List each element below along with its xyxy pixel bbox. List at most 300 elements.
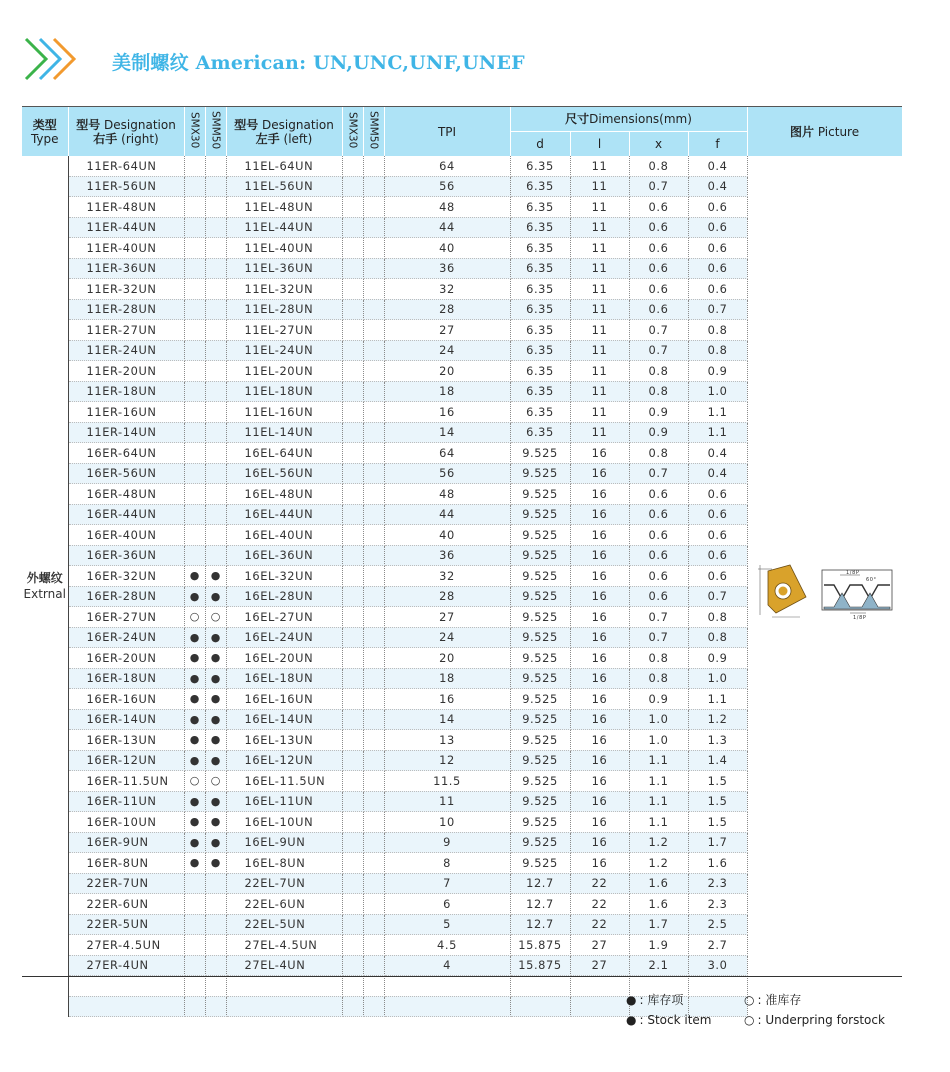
- cell-designation-left: 11EL-36UN: [226, 258, 342, 279]
- cell-d: 9.525: [510, 627, 570, 648]
- cell-smx30-right: ●: [184, 750, 205, 771]
- cell-tpi: 64: [384, 443, 510, 464]
- cell-designation-left: 16EL-14UN: [226, 709, 342, 730]
- cell-l: 16: [570, 586, 629, 607]
- cell-l: 27: [570, 955, 629, 976]
- cell-f: 1.4: [688, 750, 747, 771]
- cell-designation-right: [68, 976, 184, 997]
- cell-f: 3.0: [688, 955, 747, 976]
- cell-d: 12.7: [510, 914, 570, 935]
- cell-l: 16: [570, 545, 629, 566]
- header-right-en: (right): [121, 131, 159, 146]
- cell-smm50-right: [205, 340, 226, 361]
- cell-tpi: [384, 976, 510, 997]
- cell-tpi: 11.5: [384, 771, 510, 792]
- header-d: d: [510, 131, 570, 156]
- cell-smm50-right: [205, 217, 226, 238]
- cell-designation-left: 16EL-12UN: [226, 750, 342, 771]
- cell-designation-right: 16ER-56UN: [68, 463, 184, 484]
- cell-designation-left: 11EL-20UN: [226, 361, 342, 382]
- cell-d: 9.525: [510, 709, 570, 730]
- cell-designation-left: 11EL-14UN: [226, 422, 342, 443]
- cell-x: 0.8: [629, 381, 688, 402]
- cell-l: 11: [570, 299, 629, 320]
- cell-l: 16: [570, 648, 629, 669]
- cell-l: 16: [570, 443, 629, 464]
- cell-smx30-left: [342, 361, 363, 382]
- cell-x: 0.8: [629, 443, 688, 464]
- cell-designation-right: 16ER-64UN: [68, 443, 184, 464]
- cell-designation-left: 11EL-48UN: [226, 197, 342, 218]
- cell-smm50-right: ●: [205, 730, 226, 751]
- cell-l: 16: [570, 689, 629, 710]
- cell-smx30-right: ○: [184, 607, 205, 628]
- header-designation-en: Designation: [104, 117, 176, 132]
- cell-smm50-right: [205, 935, 226, 956]
- cell-l: 16: [570, 463, 629, 484]
- picture-cell: [747, 156, 902, 1017]
- header-smm50-left: [363, 107, 384, 156]
- cell-designation-right: 16ER-40UN: [68, 525, 184, 546]
- cell-smm50-left: [363, 463, 384, 484]
- cell-smx30-right: [184, 197, 205, 218]
- cell-designation-right: 16ER-44UN: [68, 504, 184, 525]
- cell-designation-left: 16EL-44UN: [226, 504, 342, 525]
- cell-smm50-left: [363, 996, 384, 1017]
- cell-smx30-left: [342, 279, 363, 300]
- cell-smm50-left: [363, 504, 384, 525]
- cell-smx30-right: [184, 217, 205, 238]
- cell-tpi: 8: [384, 853, 510, 874]
- cell-smm50-left: [363, 668, 384, 689]
- cell-smm50-right: [205, 914, 226, 935]
- cell-designation-left: 16EL-10UN: [226, 812, 342, 833]
- cell-x: 0.6: [629, 279, 688, 300]
- cell-smm50-left: [363, 258, 384, 279]
- cell-f: 2.3: [688, 894, 747, 915]
- cell-smm50-right: [205, 545, 226, 566]
- cell-designation-right: 11ER-36UN: [68, 258, 184, 279]
- cell-smx30-left: [342, 648, 363, 669]
- cell-smm50-left: [363, 238, 384, 259]
- cell-x: 1.6: [629, 873, 688, 894]
- cell-smx30-right: [184, 525, 205, 546]
- table-bottom-rule: [22, 976, 902, 977]
- cell-d: 9.525: [510, 443, 570, 464]
- cell-x: 0.7: [629, 463, 688, 484]
- cell-smx30-right: [184, 402, 205, 423]
- cell-smm50-right: [205, 258, 226, 279]
- cell-smm50-left: [363, 627, 384, 648]
- header-smm50-label-2: SMM50: [367, 110, 380, 150]
- cell-l: 22: [570, 894, 629, 915]
- cell-tpi: 18: [384, 381, 510, 402]
- cell-x: 1.0: [629, 709, 688, 730]
- cell-smm50-right: ○: [205, 771, 226, 792]
- cell-designation-right: 16ER-8UN: [68, 853, 184, 874]
- cell-f: 1.5: [688, 812, 747, 833]
- cell-smm50-right: ●: [205, 832, 226, 853]
- cell-designation-right: 16ER-16UN: [68, 689, 184, 710]
- cell-designation-left: 11EL-64UN: [226, 156, 342, 176]
- cell-x: 1.1: [629, 812, 688, 833]
- cell-smx30-right: [184, 340, 205, 361]
- cell-tpi: 13: [384, 730, 510, 751]
- cell-smx30-left: [342, 627, 363, 648]
- cell-l: 11: [570, 238, 629, 259]
- cell-d: 9.525: [510, 668, 570, 689]
- cell-d: 9.525: [510, 484, 570, 505]
- cell-designation-left: 16EL-40UN: [226, 525, 342, 546]
- cell-smm50-left: [363, 914, 384, 935]
- cell-designation-left: 16EL-28UN: [226, 586, 342, 607]
- thread-profile-drawing: [822, 570, 892, 613]
- cell-smx30-right: ●: [184, 648, 205, 669]
- cell-designation-left: 16EL-13UN: [226, 730, 342, 751]
- cell-d: 6.35: [510, 197, 570, 218]
- cell-smx30-left: [342, 791, 363, 812]
- legend-stock-symbol-2: ●: [626, 1013, 637, 1027]
- cell-designation-right: 22ER-5UN: [68, 914, 184, 935]
- cell-tpi: 28: [384, 299, 510, 320]
- cell-smx30-right: ●: [184, 832, 205, 853]
- cell-designation-left: 16EL-11UN: [226, 791, 342, 812]
- cell-smx30-right: [184, 299, 205, 320]
- cell-smm50-left: [363, 689, 384, 710]
- cell-designation-right: 16ER-28UN: [68, 586, 184, 607]
- cell-smx30-left: [342, 832, 363, 853]
- cell-smm50-right: ●: [205, 668, 226, 689]
- cell-smm50-right: ●: [205, 812, 226, 833]
- cell-f: 0.4: [688, 463, 747, 484]
- cell-l: [570, 976, 629, 997]
- cell-smx30-right: ●: [184, 812, 205, 833]
- cell-l: 16: [570, 730, 629, 751]
- cell-smm50-right: [205, 361, 226, 382]
- cell-d: 6.35: [510, 279, 570, 300]
- cell-smx30-left: [342, 894, 363, 915]
- cell-d: 9.525: [510, 689, 570, 710]
- cell-f: 0.6: [688, 238, 747, 259]
- cell-designation-left: 16EL-48UN: [226, 484, 342, 505]
- cell-smx30-left: [342, 402, 363, 423]
- cell-smm50-left: [363, 156, 384, 176]
- cell-x: 0.6: [629, 545, 688, 566]
- type-cn: 外螺纹: [26, 571, 63, 586]
- cell-smm50-right: [205, 873, 226, 894]
- cell-l: 16: [570, 812, 629, 833]
- cell-f: 1.3: [688, 730, 747, 751]
- cell-f: 2.3: [688, 873, 747, 894]
- cell-x: 0.8: [629, 361, 688, 382]
- cell-smm50-right: [205, 279, 226, 300]
- cell-designation-right: 11ER-14UN: [68, 422, 184, 443]
- cell-x: 0.6: [629, 197, 688, 218]
- cell-d: 6.35: [510, 156, 570, 176]
- legend-stock-cn: 库存项: [647, 993, 684, 1007]
- cell-l: 11: [570, 320, 629, 341]
- cell-smm50-left: [363, 566, 384, 587]
- header-type: [22, 107, 68, 156]
- cell-designation-right: 11ER-27UN: [68, 320, 184, 341]
- cell-f: 0.4: [688, 443, 747, 464]
- thread-insert-diagram-icon: [750, 545, 900, 625]
- insert-drawing: [758, 565, 806, 617]
- cell-smm50-right: [205, 402, 226, 423]
- cell-x: 1.6: [629, 894, 688, 915]
- cell-designation-left: 16EL-18UN: [226, 668, 342, 689]
- cell-tpi: 64: [384, 156, 510, 176]
- cell-designation-right: 11ER-16UN: [68, 402, 184, 423]
- cell-smx30-right: ●: [184, 791, 205, 812]
- cell-smx30-right: [184, 484, 205, 505]
- cell-designation-right: 16ER-9UN: [68, 832, 184, 853]
- cell-designation-left: 16EL-20UN: [226, 648, 342, 669]
- header-designation-cn-2: 型号: [234, 117, 259, 132]
- cell-smm50-left: [363, 709, 384, 730]
- cell-smx30-right: ●: [184, 586, 205, 607]
- cell-designation-left: 11EL-40UN: [226, 238, 342, 259]
- cell-smm50-right: [205, 320, 226, 341]
- cell-smm50-left: [363, 299, 384, 320]
- cell-f: 0.7: [688, 586, 747, 607]
- cell-smm50-right: [205, 504, 226, 525]
- cell-designation-left: 16EL-36UN: [226, 545, 342, 566]
- cell-smx30-right: [184, 258, 205, 279]
- cell-smx30-right: [184, 279, 205, 300]
- cell-smm50-right: [205, 955, 226, 976]
- cell-smx30-right: [184, 238, 205, 259]
- cell-f: 1.5: [688, 791, 747, 812]
- cell-x: 0.6: [629, 299, 688, 320]
- cell-designation-right: 16ER-36UN: [68, 545, 184, 566]
- cell-smm50-left: [363, 955, 384, 976]
- cell-smm50-right: ●: [205, 627, 226, 648]
- cell-designation-right: 16ER-11UN: [68, 791, 184, 812]
- type-cell: [22, 156, 68, 1017]
- cell-smx30-right: [184, 545, 205, 566]
- cell-l: 11: [570, 217, 629, 238]
- header-dimensions: [510, 107, 747, 131]
- cell-smm50-right: [205, 894, 226, 915]
- cell-d: [510, 976, 570, 997]
- cell-designation-left: 16EL-56UN: [226, 463, 342, 484]
- cell-smm50-right: [205, 976, 226, 997]
- legend-semi-en: Underpring forstock: [765, 1013, 885, 1027]
- cell-x: 1.2: [629, 853, 688, 874]
- cell-smx30-left: [342, 443, 363, 464]
- cell-tpi: 7: [384, 873, 510, 894]
- cell-tpi: 20: [384, 361, 510, 382]
- cell-l: 11: [570, 402, 629, 423]
- cell-d: 9.525: [510, 853, 570, 874]
- type-en: Extrnal: [23, 587, 66, 602]
- cell-smx30-left: [342, 176, 363, 197]
- cell-smm50-left: [363, 320, 384, 341]
- cell-designation-right: 11ER-18UN: [68, 381, 184, 402]
- cell-designation-right: 16ER-27UN: [68, 607, 184, 628]
- cell-smm50-right: ●: [205, 853, 226, 874]
- cell-f: 2.5: [688, 914, 747, 935]
- cell-designation-right: 16ER-10UN: [68, 812, 184, 833]
- cell-l: 16: [570, 771, 629, 792]
- cell-x: 0.7: [629, 340, 688, 361]
- cell-d: 12.7: [510, 873, 570, 894]
- cell-tpi: 28: [384, 586, 510, 607]
- cell-smx30-left: [342, 320, 363, 341]
- legend-semi-symbol-2: ○: [744, 1013, 755, 1027]
- cell-l: 16: [570, 504, 629, 525]
- cell-designation-left: 27EL-4UN: [226, 955, 342, 976]
- cell-d: 6.35: [510, 422, 570, 443]
- cell-f: 1.6: [688, 853, 747, 874]
- cell-x: 1.2: [629, 832, 688, 853]
- cell-designation-right: 27ER-4UN: [68, 955, 184, 976]
- cell-smm50-left: [363, 443, 384, 464]
- cell-x: 0.7: [629, 320, 688, 341]
- cell-designation-left: 16EL-24UN: [226, 627, 342, 648]
- cell-tpi: 48: [384, 484, 510, 505]
- cell-smx30-left: [342, 873, 363, 894]
- header-designation-en-2: Designation: [262, 117, 334, 132]
- cell-smx30-right: [184, 463, 205, 484]
- cell-tpi: 48: [384, 197, 510, 218]
- cell-smm50-right: [205, 238, 226, 259]
- cell-d: 9.525: [510, 812, 570, 833]
- cell-tpi: 20: [384, 648, 510, 669]
- cell-smm50-right: [205, 443, 226, 464]
- cell-designation-left: 22EL-5UN: [226, 914, 342, 935]
- cell-smm50-left: [363, 812, 384, 833]
- cell-x: 0.6: [629, 586, 688, 607]
- cell-smx30-left: [342, 976, 363, 997]
- cell-designation-right: 11ER-28UN: [68, 299, 184, 320]
- cell-d: 9.525: [510, 791, 570, 812]
- cell-d: 9.525: [510, 463, 570, 484]
- cell-smx30-right: [184, 176, 205, 197]
- cell-f: 0.6: [688, 566, 747, 587]
- cell-smm50-left: [363, 873, 384, 894]
- cell-l: 16: [570, 709, 629, 730]
- cell-smx30-left: [342, 197, 363, 218]
- cell-l: [570, 996, 629, 1017]
- legend-semi-symbol: ○: [744, 993, 755, 1007]
- cell-designation-right: 11ER-24UN: [68, 340, 184, 361]
- cell-f: 0.6: [688, 197, 747, 218]
- cell-tpi: 32: [384, 279, 510, 300]
- cell-smm50-left: [363, 791, 384, 812]
- cell-smx30-right: [184, 320, 205, 341]
- cell-designation-left: 22EL-7UN: [226, 873, 342, 894]
- cell-f: 0.8: [688, 627, 747, 648]
- cell-smx30-left: [342, 340, 363, 361]
- cell-l: 11: [570, 422, 629, 443]
- cell-f: 1.1: [688, 402, 747, 423]
- cell-f: 0.4: [688, 156, 747, 176]
- cell-f: 0.6: [688, 279, 747, 300]
- cell-tpi: 6: [384, 894, 510, 915]
- cell-f: 0.6: [688, 525, 747, 546]
- cell-smx30-left: [342, 156, 363, 176]
- cell-d: 6.35: [510, 299, 570, 320]
- cell-designation-left: 16EL-16UN: [226, 689, 342, 710]
- cell-x: 0.9: [629, 689, 688, 710]
- thread-insert-table: [22, 107, 903, 1017]
- cell-smx30-right: ●: [184, 566, 205, 587]
- cell-smx30-right: [184, 381, 205, 402]
- cell-smm50-right: [205, 381, 226, 402]
- cell-d: 9.525: [510, 566, 570, 587]
- cell-d: 9.525: [510, 586, 570, 607]
- cell-d: 6.35: [510, 361, 570, 382]
- cell-designation-left: 11EL-24UN: [226, 340, 342, 361]
- cell-designation-left: 11EL-16UN: [226, 402, 342, 423]
- cell-f: 0.6: [688, 258, 747, 279]
- cell-tpi: 14: [384, 422, 510, 443]
- cell-smm50-left: [363, 525, 384, 546]
- cell-f: 1.0: [688, 668, 747, 689]
- cell-smm50-right: [205, 422, 226, 443]
- cell-designation-right: 16ER-11.5UN: [68, 771, 184, 792]
- cell-smm50-right: [205, 996, 226, 1017]
- header-smx30-right: [184, 107, 205, 156]
- cell-f: 1.1: [688, 422, 747, 443]
- cell-f: 1.1: [688, 689, 747, 710]
- header-left-cn: 左手: [255, 131, 280, 146]
- cell-designation-right: 16ER-14UN: [68, 709, 184, 730]
- cell-x: 0.6: [629, 238, 688, 259]
- cell-l: 16: [570, 750, 629, 771]
- cell-smx30-left: [342, 853, 363, 874]
- cell-designation-left: 11EL-27UN: [226, 320, 342, 341]
- cell-smx30-left: [342, 258, 363, 279]
- cell-smm50-left: [363, 361, 384, 382]
- cell-d: [510, 996, 570, 1017]
- cell-tpi: 27: [384, 607, 510, 628]
- cell-smx30-left: [342, 381, 363, 402]
- header-pic-cn: 图片: [789, 124, 814, 139]
- cell-d: 6.35: [510, 340, 570, 361]
- cell-designation-right: 11ER-44UN: [68, 217, 184, 238]
- cell-f: 0.4: [688, 176, 747, 197]
- header-left-en: (left): [283, 131, 313, 146]
- cell-smm50-right: [205, 299, 226, 320]
- cell-tpi: 10: [384, 812, 510, 833]
- cell-smx30-left: [342, 955, 363, 976]
- cell-smx30-left: [342, 607, 363, 628]
- cell-tpi: 4: [384, 955, 510, 976]
- cell-smx30-right: [184, 156, 205, 176]
- cell-smx30-left: [342, 935, 363, 956]
- cell-l: 16: [570, 853, 629, 874]
- cell-designation-left: 16EL-9UN: [226, 832, 342, 853]
- cell-x: 0.8: [629, 156, 688, 176]
- cell-smx30-left: [342, 914, 363, 935]
- picture-label-angle: 60°: [865, 576, 877, 583]
- cell-tpi: 40: [384, 525, 510, 546]
- cell-x: 1.1: [629, 791, 688, 812]
- cell-smm50-left: [363, 832, 384, 853]
- cell-l: 11: [570, 279, 629, 300]
- cell-tpi: 16: [384, 689, 510, 710]
- cell-smx30-left: [342, 709, 363, 730]
- cell-l: 11: [570, 197, 629, 218]
- cell-smx30-right: ●: [184, 730, 205, 751]
- cell-tpi: 56: [384, 176, 510, 197]
- cell-x: 0.6: [629, 217, 688, 238]
- cell-l: 11: [570, 258, 629, 279]
- cell-l: 16: [570, 668, 629, 689]
